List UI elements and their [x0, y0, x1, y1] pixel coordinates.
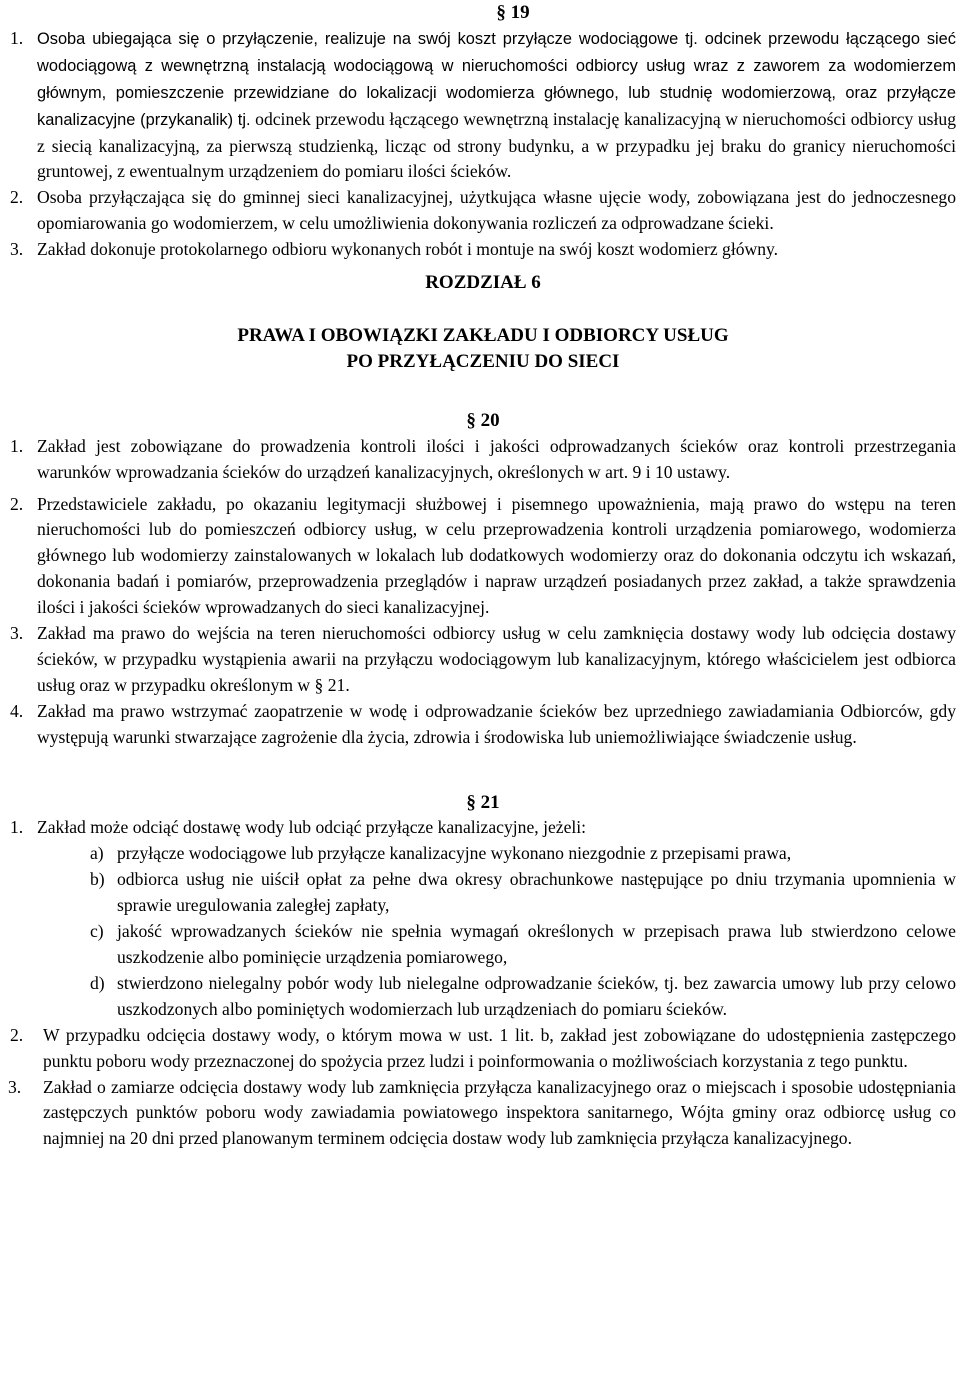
- item-text: Zakład jest zobowiązane do prowadzenia kontroli ilości i jakości odprowadzanych ścieków oraz kontroli przestrzegania warunków wprowadzania ścieków do urządzeń kanalizacyjnych, określonych w art. 9 i 10 ustawy.: [37, 435, 956, 482]
- subitem-text: stwierdzono nielegalny pobór wody lub nielegalne odprowadzanie ścieków, tj. bez zawarcia umowy lub przy celowo uszkodzonych albo pominiętych wodomierzach lub urządzeniach do pomiaru ścieków.: [117, 972, 956, 1019]
- item-text: Zakład dokonuje protokolarnego odbioru wykonanych robót i montuje na swój koszt wodomierz główny.: [37, 239, 779, 260]
- p21-item-1: [10, 815, 956, 841]
- p19-item-3: [10, 237, 956, 263]
- p20-item-2: [10, 492, 956, 622]
- p21-subitem-c: [10, 919, 956, 971]
- item-text: Osoba ubiegająca się o przyłączenie, realizuje na swój koszt przyłącze wodociągowe tj. odcinek przewodu łączącego sieć wodociągową z wewnętrzną instalacją wodociągową w nieruchomości odbiorcy usług wraz z zaworem za wodomierzem głównym, pomieszczenie przewidziane do lokalizacji wodomierza głównego, lub studnię wodomierzową, oraz przyłącze kanalizacyjne (przykanalik) tj.: [37, 29, 956, 129]
- p21-subitem-a: [10, 841, 956, 867]
- item-number: 4.: [10, 700, 24, 721]
- item-text: Zakład ma prawo do wejścia na teren nieruchomości odbiorcy usług w celu zamknięcia dostawy wody lub odcięcia dostawy ścieków, w przypadku wystąpienia awarii na przyłączu wodociągowym lub kanalizacyjnym, którego właścicielem jest odbiorca usług oraz w przypadku określonym w § 21.: [37, 623, 956, 695]
- p21-item-3: [10, 1075, 956, 1153]
- item-text-cont: odcinek przewodu łączącego wewnętrzną instalację kanalizacyjną w nieruchomości odbiorcy usług z siecią kanalizacyjną, za pierwszą studzienką, licząc od strony budynku, a w przypadku jej braku do granicy nieruchomości gruntowej, z ewentualnym urządzeniem do pomiaru ilości ścieków.: [37, 108, 956, 182]
- item-number: 1.: [10, 435, 24, 456]
- chapter-subtitle-line-2: PO PRZYŁĄCZENIU DO SIECI: [346, 350, 620, 372]
- item-text: Osoba przyłączająca się do gminnej sieci kanalizacyjnej, użytkująca własne ujęcie wody, zobowiązana jest do jednoczesnego opomiarowania go wodomierzem, w celu umożliwienia dokonywania rozliczeń za odprowadzane ścieki.: [37, 187, 956, 234]
- chapter-subtitle-line-1: PRAWA I OBOWIĄZKI ZAKŁADU I ODBIORCY USŁUG: [237, 324, 729, 346]
- item-text: Zakład o zamiarze odcięcia dostawy wody lub zamknięcia przyłącza kanalizacyjnego oraz o miejscach i sposobie udostępniania zastępczych punktów poboru wody zawiadamia powiatowego inspektora sanitarnego, Wójta gminy oraz odbiorcę usług co najmniej na 20 dni przed planowanym terminem odcięcia dostaw wody lub zamknięcia przyłącza kanalizacyjnego.: [43, 1076, 956, 1149]
- section-heading-20: § 20: [466, 409, 500, 431]
- item-text: W przypadku odcięcia dostawy wody, o którym mowa w ust. 1 lit. b, zakład jest zobowiązane do udostępnienia zastępczego punktu poboru wody przeznaczonej do spożycia przez ludzi i poinformowania o możliwościach korzystania z tego punktu.: [43, 1024, 956, 1071]
- item-number: 1.: [10, 27, 24, 48]
- subitem-letter: a): [90, 843, 104, 864]
- subitem-text: jakość wprowadzanych ścieków nie spełnia wymagań określonych w przepisach prawa lub stwierdzono celowe uszkodzenie albo pominięcie urządzenia pomiarowego,: [117, 921, 956, 967]
- item-text: Zakład może odciąć dostawę wody lub odciąć przyłącze kanalizacyjne, jeżeli:: [37, 817, 587, 838]
- item-number: 1.: [10, 817, 24, 838]
- p21-item-2: [10, 1023, 956, 1075]
- section-heading-19: § 19: [496, 2, 530, 23]
- p20-item-1: [10, 434, 956, 486]
- item-text: Zakład ma prawo wstrzymać zaopatrzenie w wodę i odprowadzanie ścieków bez uprzedniego zawiadamiania Odbiorców, gdy występują warunki stwarzające zagrożenie dla życia, zdrowia i środowiska lub uniemożliwiające świadczenie usług.: [37, 700, 956, 747]
- item-number: 3.: [10, 239, 24, 260]
- chapter-title: ROZDZIAŁ 6: [425, 272, 541, 294]
- subitem-text: odbiorca usług nie uiścił opłat za pełne dwa okresy obrachunkowe następujące po dniu trzymania upomnienia w sprawie uregulowania zaległej zapłaty,: [117, 869, 956, 916]
- item-number: 2.: [10, 493, 24, 514]
- p20-item-4: [10, 699, 956, 751]
- item-text: Przedstawiciele zakładu, po okazaniu legitymacji służbowej i pisemnego upoważnienia, mają prawo do wstępu na teren nieruchomości lub do pomieszczeń odbiorcy usług, w celu przeprowadzenia kontroli urządzenia pomiarowego, wodomierza głównego lub wodomierzy zainstalowanych w lokalach lub dodatkowych wodomierzy oraz do dokonania odczytu ich wskazań, dokonania badań i pomiarów, przeprowadzenia przeglądów i napraw urządzeń posiadanych przez zakład, a także sprawdzenia ilości i jakości ścieków wprowadzanych do sieci kanalizacyjnej.: [37, 493, 956, 618]
- subitem-letter: c): [90, 921, 104, 942]
- p21-subitem-b: [10, 867, 956, 919]
- p19-item-1: [10, 26, 956, 185]
- subitem-text: przyłącze wodociągowe lub przyłącze kanalizacyjne wykonano niezgodnie z przepisami prawa,: [117, 843, 792, 864]
- item-number: 3.: [10, 623, 24, 644]
- p20-item-3: [10, 621, 956, 699]
- item-number: 2.: [10, 1024, 24, 1045]
- p21-subitem-d: [10, 971, 956, 1023]
- p19-item-2: [10, 185, 956, 237]
- subitem-letter: b): [90, 869, 105, 890]
- section-heading-21: § 21: [466, 791, 500, 813]
- item-number: 3.: [8, 1076, 22, 1097]
- subitem-letter: d): [90, 972, 105, 993]
- item-number: 2.: [10, 187, 24, 208]
